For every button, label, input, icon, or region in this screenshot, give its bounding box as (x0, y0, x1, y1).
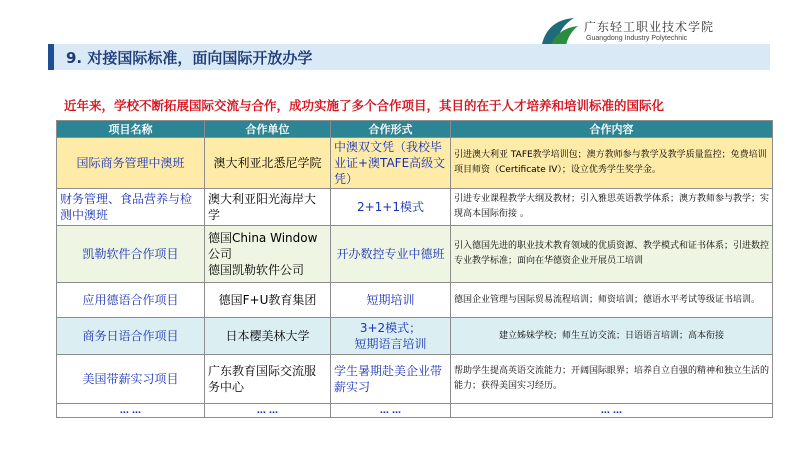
project-name: 商务日语合作项目 (57, 318, 205, 355)
header-project-name: 项目名称 (57, 121, 205, 138)
intro-text: 近年来，学校不断拓展国际交流与合作，成功实施了多个合作项目，其目的在于人才培养和培训标准的国际化 (64, 98, 665, 113)
project-content: 帮助学生提高英语交流能力；开阔国际眼界；培养自立自强的精神和独立生活的能力；获得美国实习经历。 (451, 355, 773, 404)
project-name: 美国带薪实习项目 (57, 355, 205, 404)
header-content: 合作内容 (451, 121, 773, 138)
project-content: 引入德国先进的职业技术教育领域的优质资源、教学模式和证书体系；引进数控专业教学标准；面向在华德资企业开展员工培训 (451, 226, 773, 283)
partner-line: 德国凯勒软件公司 (208, 263, 305, 277)
project-form: 开办数控专业中德班 (331, 226, 451, 283)
project-content: 建立姊妹学校；师生互访交流；日语语言培训；高本衔接 (451, 318, 773, 355)
project-partner: 广东教育国际交流服务中心 (205, 355, 331, 404)
project-name: 应用德语合作项目 (57, 283, 205, 318)
table-row-ellipsis (57, 404, 773, 418)
form-line: 短期语言培训 (354, 337, 427, 351)
table-row (57, 138, 773, 189)
project-content: 引进澳大利亚 TAFE教学培训包；澳方教师参与教学及教学质量监控；免费培训项目师资（Certificate IV）；设立优秀学生奖学金。 (451, 138, 773, 189)
school-name-cn: 广东轻工职业技术学院 (584, 20, 715, 34)
project-form: 2+1+1模式 (331, 189, 451, 226)
project-partner: 澳大利亚阳光海岸大学 (205, 189, 331, 226)
table-header-row (57, 121, 773, 138)
table-row (57, 318, 773, 355)
form-line: 3+2模式； (359, 321, 422, 335)
project-form: 中澳双文凭（我校毕业证+澳TAFE高级文凭） (331, 138, 451, 189)
cooperation-projects-table (56, 120, 773, 418)
project-name: 财务管理、食品营养与检测中澳班 (57, 189, 205, 226)
section-heading: 9. 对接国际标准，面向国际开放办学 (66, 49, 313, 67)
partner-line: 德国China Window公司 (208, 231, 318, 261)
project-name: 凯勒软件合作项目 (57, 226, 205, 283)
project-form (331, 318, 451, 355)
section-heading-bar (48, 44, 770, 70)
project-partner (205, 226, 331, 283)
ellipsis-cell: … … (205, 404, 331, 418)
project-partner: 澳大利亚北悉尼学院 (205, 138, 331, 189)
school-name-en: Guangdong Industry Polytechnic (586, 35, 688, 42)
header-partner: 合作单位 (205, 121, 331, 138)
project-partner: 德国F+U教育集团 (205, 283, 331, 318)
ellipsis-cell: … … (57, 404, 205, 418)
project-content: 引进专业课程教学大纲及教材；引入雅思英语教学体系；澳方教师参与教学；实现高本国际衔接 。 (451, 189, 773, 226)
project-partner: 日本樱美林大学 (205, 318, 331, 355)
ellipsis-cell: … … (331, 404, 451, 418)
table-row (57, 355, 773, 404)
project-name: 国际商务管理中澳班 (57, 138, 205, 189)
table-row (57, 283, 773, 318)
project-form: 学生暑期赴美企业带薪实习 (331, 355, 451, 404)
table-row (57, 189, 773, 226)
table-row (57, 226, 773, 283)
project-content: 德国企业管理与国际贸易流程培训；师资培训；德语水平考试等级证书培训。 (451, 283, 773, 318)
header-form: 合作形式 (331, 121, 451, 138)
project-form: 短期培训 (331, 283, 451, 318)
ellipsis-cell: … … (451, 404, 773, 418)
